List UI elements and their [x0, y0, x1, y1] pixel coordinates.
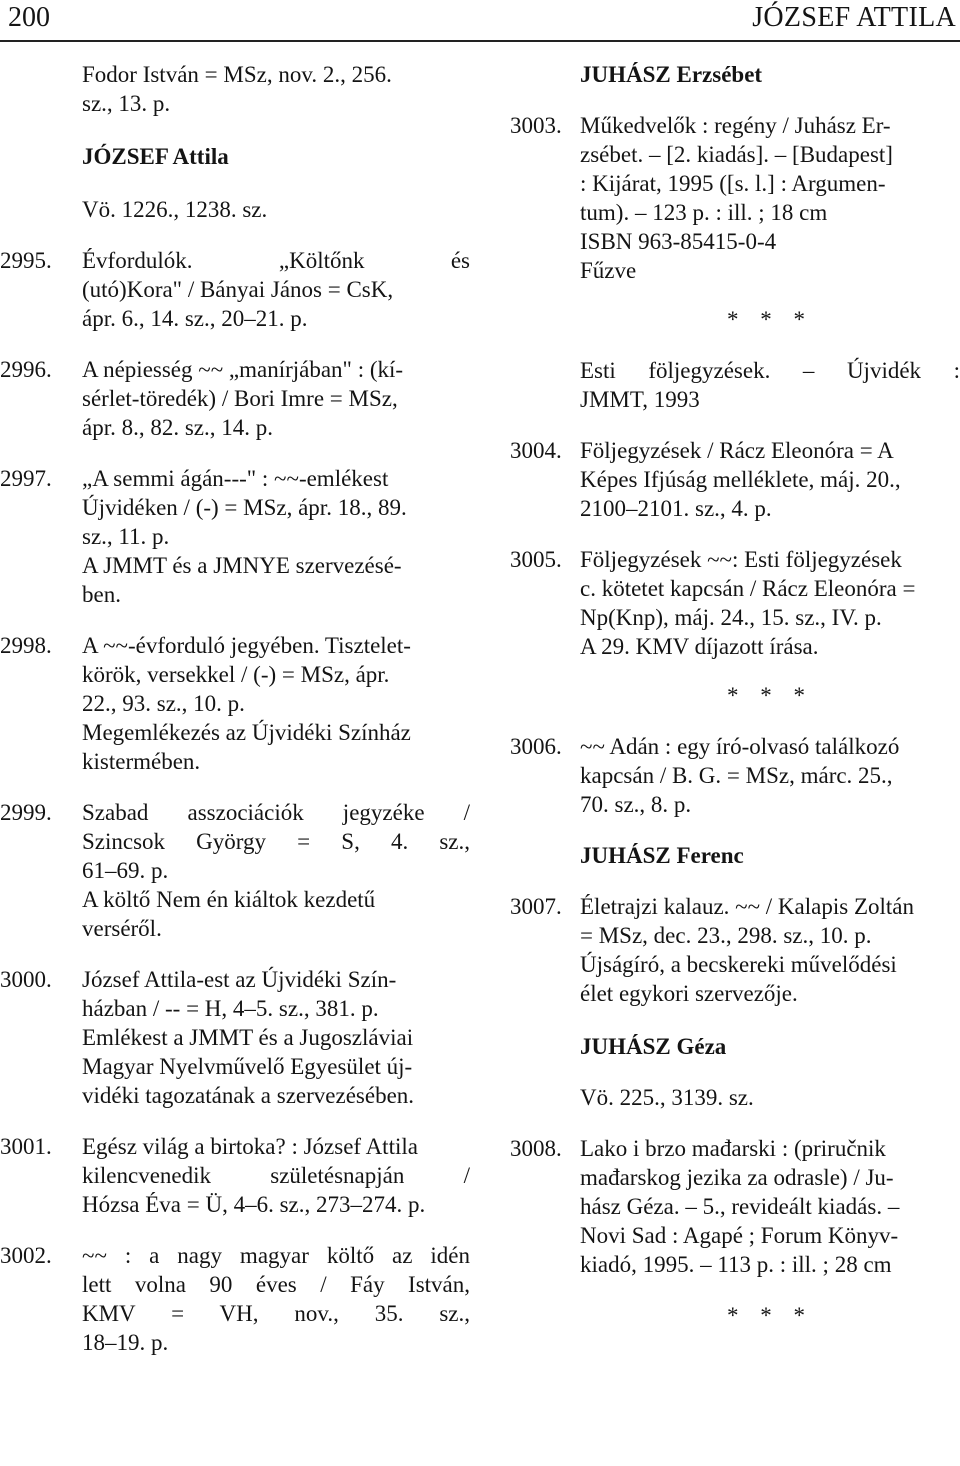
entry-3005: 3005. Följegyzések ~~: Esti följegyzések c. kötetet kapcsán / Rácz Eleonóra = Np(Knp), máj. 24., 15. sz., IV. p. A 29. KMV díjazott írása. [510, 547, 916, 659]
left-column [0, 60, 470, 1357]
entry-3006: 3006. ~~ Adán : egy író-olvasó találkozó kapcsán / B. G. = MSz, márc. 25., 70. sz., 8. p. [510, 734, 900, 817]
entry-3000: 3000. József Attila-est az Újvidéki Szín- házban / -- = H, 4–5. sz., 381. p. Emlékest a JMMT és a Jugoszláviai Magyar Nyelvművelő Egyesület új- vidéki tagozatának a szervezésében. [0, 967, 415, 1108]
right-column [510, 60, 960, 1330]
separator-stars: * * * [727, 683, 813, 708]
cross-reference: Vö. 225., 3139. sz. [580, 1085, 754, 1110]
entry-number: 2997. [0, 466, 52, 491]
separator-stars: * * * [727, 1303, 813, 1328]
entry-number: 3004. [510, 438, 562, 463]
entry-3001: 3001. Egész világ a birtoka? : József Attila kilencvenedik születésnapján / Hózsa Éva = Ü, 4–6. sz., 273–274. p. [0, 1134, 470, 1217]
entry-2998: 2998. A ~~-évforduló jegyében. Tisztelet- körök, versekkel / (-) = MSz, ápr. 22., 93. sz., 10. p. Megemlékezés az Újvidéki Színház kistermében. [0, 633, 411, 774]
entry-number: 3003. [510, 113, 562, 138]
entry-number: 2999. [0, 800, 52, 825]
separator-stars: * * * [727, 307, 813, 332]
entry-number: 3005. [510, 547, 562, 572]
entry-3004: 3004. Följegyzések / Rácz Eleonóra = A Képes Ifjúság melléklete, máj. 20., 2100–2101. sz., 4. p. [510, 438, 901, 521]
cross-reference: Vö. 1226., 1238. sz. [82, 197, 268, 222]
entry-3008: 3008. Lako i brzo mađarski : (priručnik mađarskog jezika za odrasle) / Ju- hász Géza. – 5., revideált kiadás. – Novi Sad : Agapé ; Forum Könyv- kiadó, 1995. – 113 p. : ill. ; 28 cm [510, 1136, 900, 1277]
entry-number: 3008. [510, 1136, 562, 1161]
entry-number: 2998. [0, 633, 52, 658]
entry-2996: 2996. A népiesség ~~ „manírjában" : (kí- sérlet-töredék) / Bori Imre = MSz, ápr. 8., 82. sz., 14. p. [0, 357, 404, 440]
entry-number: 3000. [0, 967, 52, 992]
entry-number: 3002. [0, 1243, 52, 1268]
entry-number: 3001. [0, 1134, 52, 1159]
author-heading-juhasz-ferenc: JUHÁSZ Ferenc [580, 843, 744, 868]
book-title-block: Esti följegyzések. – Újvidék : JMMT, 1993 [580, 358, 960, 412]
entry-number: 2996. [0, 357, 52, 382]
running-head: JÓZSEF ATTILA [752, 2, 956, 33]
entry-2995: 2995. Évfordulók. „Költőnk és (utó)Kora" / Bányai János = CsK, ápr. 6., 14. sz., 20–21. p. [0, 248, 470, 331]
entry-3002: 3002. ~~ : a nagy magyar költő az idén lett volna 90 éves / Fáy István, KMV = VH, nov., 35. sz., 18–19. p. [0, 1243, 470, 1355]
entry-number: 3007. [510, 894, 562, 919]
page-number: 200 [8, 2, 50, 33]
author-heading-juhasz-geza: JUHÁSZ Géza [580, 1034, 727, 1059]
intro-entry: Fodor István = MSz, nov. 2., 256. sz., 13. p. [82, 62, 392, 116]
entry-2997: 2997. „A semmi ágán---" : ~~-emlékest Újvidéken / (-) = MSz, ápr. 18., 89. sz., 11. p. A JMMT és a JMNYE szervezésé- ben. [0, 466, 407, 607]
entry-number: 2995. [0, 248, 52, 273]
entry-2999: 2999. Szabad asszociációk jegyzéke / Szincsok György = S, 4. sz., 61–69. p. A költő Nem én kiáltok kezdetű verséről. [0, 800, 470, 941]
entry-number: 3006. [510, 734, 562, 759]
page-header [0, 0, 960, 42]
author-heading: JÓZSEF Attila [82, 144, 229, 169]
entry-3007: 3007. Életrajzi kalauz. ~~ / Kalapis Zoltán = MSz, dec. 23., 298. sz., 10. p. Újságíró, a becskereki művelődési élet egykori szervezője. [510, 894, 914, 1006]
author-heading-juhasz-erzsebet: JUHÁSZ Erzsébet [580, 62, 763, 87]
entry-3003: 3003. Műkedvelők : regény / Juhász Er- zsébet. – [2. kiadás]. – [Budapest] : Kijárat, 1995 ([s. l.] : Argumen- tum). – 123 p. : ill. ; 18 cm ISBN 963-85415-0-4 Fűzve [510, 113, 893, 283]
